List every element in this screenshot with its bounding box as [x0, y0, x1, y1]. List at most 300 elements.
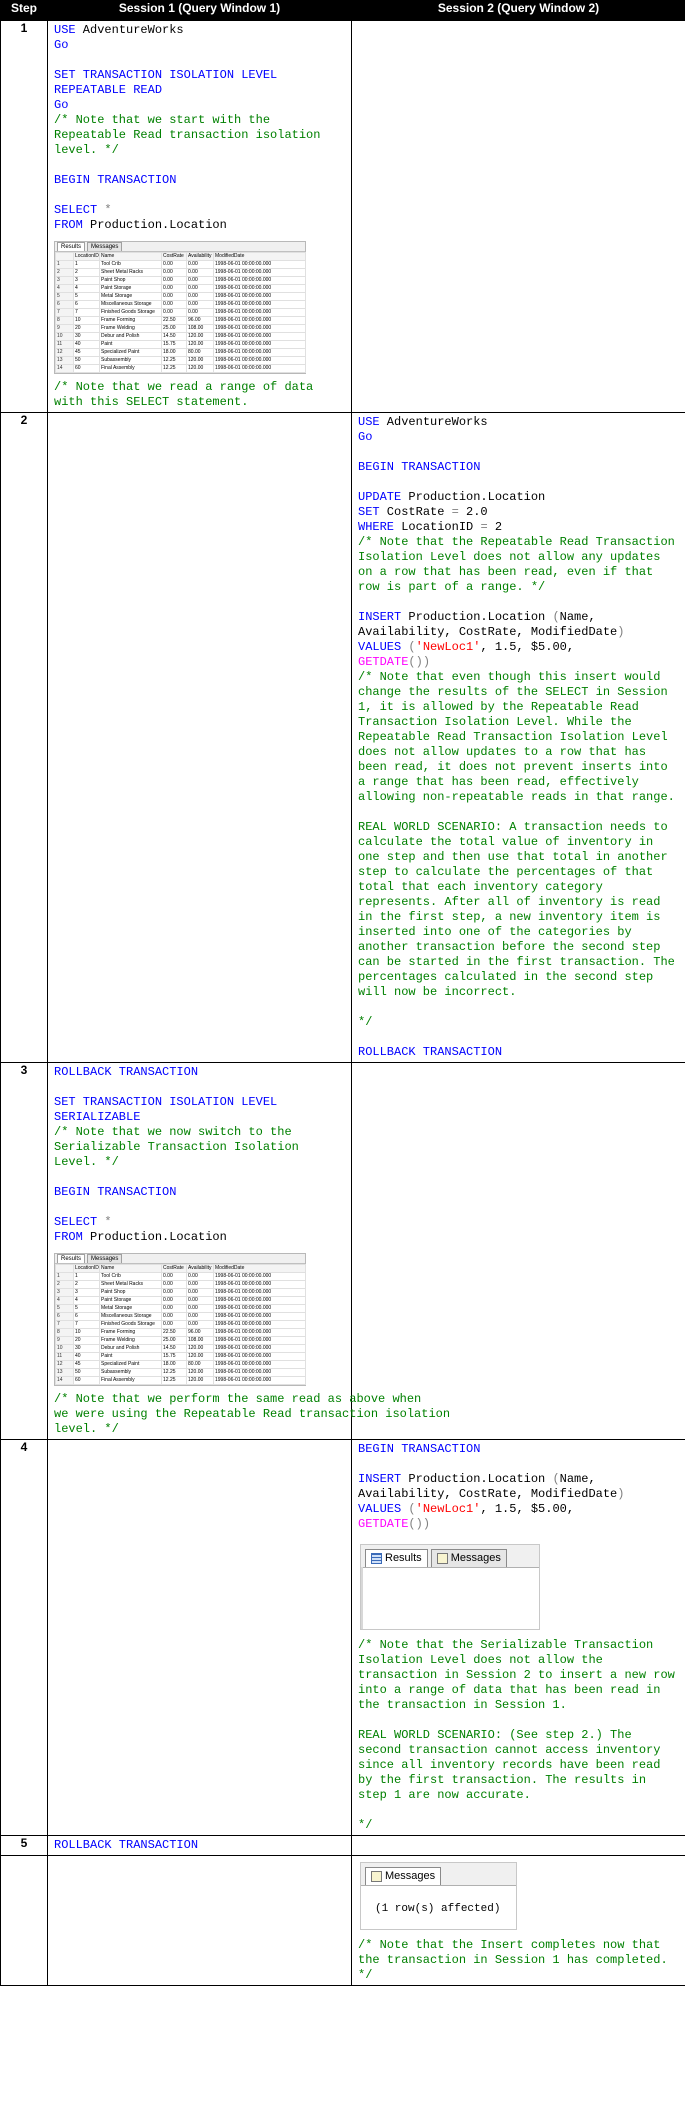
results-messages-panel [360, 1544, 540, 1630]
grid-cell: Debur and Polish [100, 1345, 162, 1353]
identifier: Production.Location [82, 218, 227, 232]
grid-cell: 108.00 [187, 1337, 214, 1345]
grid-cell: 120.00 [187, 357, 214, 365]
step-5-continued-row [1, 1856, 685, 1986]
grid-cell: Paint Shop [100, 1289, 162, 1297]
header-step: Step [1, 1, 48, 21]
grid-row-number: 2 [56, 269, 74, 277]
grid-cell: 0.00 [187, 277, 214, 285]
grid-cell: Debur and Polish [100, 333, 162, 341]
grid-cell: Paint Storage [100, 1297, 162, 1305]
grid-cell: 0.00 [187, 309, 214, 317]
grid-cell: 1998-06-01 00:00:00.000 [214, 1353, 306, 1361]
grid-cell: 4 [74, 1297, 100, 1305]
grid-cell: 80.00 [187, 1361, 214, 1369]
grid-cell: Paint Storage [100, 285, 162, 293]
grid-cell: 1 [74, 1273, 100, 1281]
grid-cell: 0.00 [187, 301, 214, 309]
messages-tab[interactable]: Messages [87, 1254, 122, 1263]
keyword: BEGIN TRANSACTION [358, 1442, 481, 1456]
grid-cell: 120.00 [187, 341, 214, 349]
grid-cell: 0.00 [162, 277, 187, 285]
grid-cell: Paint Shop [100, 277, 162, 285]
grid-cell: 30 [74, 1345, 100, 1353]
grid-cell: Tool Crib [100, 261, 162, 269]
header-session-1: Session 1 (Query Window 1) [48, 1, 352, 21]
literal: 2.0 [458, 505, 488, 519]
grid-cell: Specialized Paint [100, 1361, 162, 1369]
step-5-row [1, 1836, 685, 1856]
keyword: ROLLBACK TRANSACTION [54, 1065, 199, 1079]
comment: */ [358, 1818, 373, 1832]
results-thumb-wrap [48, 1253, 351, 1386]
grid-cell: 0.00 [162, 269, 187, 277]
grid-cell: 96.00 [187, 1329, 214, 1337]
grid-cell: 1998-06-01 00:00:00.000 [214, 1321, 306, 1329]
keyword: SET TRANSACTION ISOLATION LEVEL [54, 1095, 278, 1109]
grid-cell: 50 [74, 357, 100, 365]
code-block [352, 1936, 685, 1985]
grid-cell: 0.00 [162, 285, 187, 293]
grid-cell: 0.00 [162, 261, 187, 269]
panel-tab-bar [361, 1545, 539, 1568]
grid-cell: 60 [74, 365, 100, 373]
code-block [352, 413, 685, 1062]
grid-cell: 1998-06-01 00:00:00.000 [214, 333, 306, 341]
session-1-cell [48, 1856, 352, 1986]
grid-cell: 0.00 [187, 1281, 214, 1289]
grid-row-number: 4 [56, 1297, 74, 1305]
grid-row-number: 2 [56, 1281, 74, 1289]
identifier: Production.Location [401, 490, 546, 504]
paren: ) [617, 1487, 625, 1501]
grid-column-header: Availability [188, 253, 212, 259]
grid-row-number: 13 [56, 1369, 74, 1377]
grid-column-header: CostRate [162, 1265, 187, 1273]
grid-cell: 12.25 [162, 1369, 187, 1377]
grid-cell: 1 [74, 261, 100, 269]
keyword: BEGIN TRANSACTION [54, 1185, 177, 1199]
grid-header-row [56, 1265, 306, 1273]
grid-cell: 0.00 [187, 1273, 214, 1281]
comment: we were using the Repeatable Read transaction isolation [54, 1407, 451, 1421]
grid-cell: 0.00 [187, 293, 214, 301]
results-thumb-wrap [48, 241, 351, 374]
comment: /* Note that the Repeatable Read Transaction Isolation Level does not allow any updates on a row that has been read, even if that row is part of a range. */ [358, 535, 683, 594]
grid-cell: 1998-06-01 00:00:00.000 [214, 349, 306, 357]
grid-cell: 22.50 [162, 317, 187, 325]
grid-row-number: 5 [56, 1305, 74, 1313]
keyword: BEGIN TRANSACTION [358, 460, 481, 474]
keyword: UPDATE [358, 490, 402, 504]
grid-row [56, 1329, 306, 1337]
paren: ( [408, 640, 416, 654]
keyword: VALUES [358, 640, 402, 654]
function: GETDATE [358, 1517, 409, 1531]
grid-cell: 12.25 [162, 365, 187, 373]
grid-cell: 15.75 [162, 341, 187, 349]
results-grid [55, 252, 306, 373]
step-cell-empty [1, 1856, 48, 1986]
grid-column-header: LocationID [75, 1265, 99, 1271]
grid-column-header: Availability [188, 1265, 212, 1271]
grid-row-number: 7 [56, 1321, 74, 1329]
paren: ( [408, 1502, 416, 1516]
code-block [48, 21, 351, 235]
grid-cell: 1998-06-01 00:00:00.000 [214, 1361, 306, 1369]
grid-cell: 14.50 [162, 1345, 187, 1353]
grid-cell: 15.75 [162, 1353, 187, 1361]
grid-cell: Final Assembly [100, 1377, 162, 1385]
grid-cell: Paint [100, 341, 162, 349]
comment: /* Note that we perform the same read as above when [54, 1392, 422, 1406]
grid-cell: 2 [74, 269, 100, 277]
grid-row-number: 11 [56, 341, 74, 349]
identifier: Production.Location [401, 1472, 553, 1486]
session-1-cell [48, 413, 352, 1063]
grid-cell: 0.00 [162, 1305, 187, 1313]
grid-corner [56, 1265, 74, 1273]
grid-cell: 0.00 [162, 1273, 187, 1281]
grid-row-number: 6 [56, 301, 74, 309]
grid-cell: 1998-06-01 00:00:00.000 [214, 1273, 306, 1281]
comment: REAL WORLD SCENARIO: (See step 2.) The second transaction cannot access inventory since all inventory records have been read by the first transaction. The results in step 1 are now accurate. [358, 1728, 668, 1802]
grid-cell: 5 [74, 1305, 100, 1313]
grid-cell: 25.00 [162, 325, 187, 333]
code-block [48, 1836, 351, 1855]
step-number: 2 [1, 413, 48, 1063]
grid-cell: 6 [74, 301, 100, 309]
grid-row-number: 7 [56, 309, 74, 317]
session-1-cell [48, 1440, 352, 1836]
grid-cell: 1998-06-01 00:00:00.000 [214, 357, 306, 365]
operator: = [480, 520, 488, 534]
keyword: Go [54, 38, 69, 52]
grid-cell: 0.00 [162, 293, 187, 301]
paren: ()) [408, 655, 431, 669]
grid-cell: 120.00 [187, 1377, 214, 1385]
results-tab[interactable]: Results [57, 242, 85, 251]
grid-row-number: 10 [56, 1345, 74, 1353]
code-block [352, 1636, 685, 1835]
literal: 2 [487, 520, 503, 534]
grid-row [56, 365, 306, 373]
grid-cell: 1998-06-01 00:00:00.000 [214, 1297, 306, 1305]
identifier: Production.Location [82, 1230, 227, 1244]
grid-cell: Finished Goods Storage [100, 309, 162, 317]
grid-row-number: 12 [56, 1361, 74, 1369]
session-2-cell [352, 1856, 685, 1986]
keyword: SELECT [54, 203, 98, 217]
grid-cell: 14.50 [162, 333, 187, 341]
session-1-cell [48, 1063, 451, 1440]
grid-row [56, 333, 306, 341]
grid-cell: Specialized Paint [100, 349, 162, 357]
grid-cell: Final Assembly [100, 365, 162, 373]
grid-cell: 0.00 [187, 1305, 214, 1313]
grid-cell: Tool Crib [100, 1273, 162, 1281]
results-tab[interactable] [365, 1549, 428, 1567]
comment: */ [358, 1015, 373, 1029]
grid-row [56, 317, 306, 325]
grid-cell: 0.00 [187, 1289, 214, 1297]
grid-row [56, 301, 306, 309]
grid-cell: 108.00 [187, 325, 214, 333]
grid-cell: 1998-06-01 00:00:00.000 [214, 309, 306, 317]
comment: /* Note that we start with the Repeatable Read transaction isolation level. */ [54, 113, 328, 157]
comment: /* Note that the Serializable Transaction Isolation Level does not allow the transaction in Session 2 to insert a new row into a range of data that has been read in the transaction in Session 1. [358, 1638, 683, 1712]
grid-row-number: 8 [56, 317, 74, 325]
grid-row-number: 11 [56, 1353, 74, 1361]
grid-cell: 80.00 [187, 349, 214, 357]
grid-row [56, 1313, 306, 1321]
grid-cell: 120.00 [187, 333, 214, 341]
session-2-cell [352, 1836, 685, 1856]
session-1-cell [48, 21, 352, 413]
grid-cell: 1998-06-01 00:00:00.000 [214, 1313, 306, 1321]
grid-row [56, 1297, 306, 1305]
grid-row [56, 325, 306, 333]
paren: ()) [408, 1517, 431, 1531]
header-row [1, 1, 685, 21]
step-3-row [1, 1063, 685, 1440]
step-number: 1 [1, 21, 48, 413]
results-grid-thumbnail [54, 1253, 306, 1386]
operator: * [97, 1215, 112, 1229]
identifier: LocationID [394, 520, 481, 534]
identifier: Name, Availability, CostRate, ModifiedDate [358, 610, 618, 639]
grid-row-number: 14 [56, 365, 74, 373]
grid-row [56, 1369, 306, 1377]
grid-cell: 96.00 [187, 317, 214, 325]
grid-cell: 1998-06-01 00:00:00.000 [214, 269, 306, 277]
step-4-row [1, 1440, 685, 1836]
grid-cell: Subassembly [100, 357, 162, 365]
grid-row [56, 341, 306, 349]
grid-cell: Frame Forming [100, 1329, 162, 1337]
keyword: BEGIN TRANSACTION [54, 173, 177, 187]
grid-cell: 120.00 [187, 1369, 214, 1377]
keyword: VALUES [358, 1502, 402, 1516]
grid-cell: 1998-06-01 00:00:00.000 [214, 261, 306, 269]
identifier: CostRate [379, 505, 452, 519]
keyword: Go [358, 430, 373, 444]
keyword: ROLLBACK TRANSACTION [358, 1045, 503, 1059]
grid-cell: 6 [74, 1313, 100, 1321]
session-2-cell [352, 413, 685, 1063]
grid-cell: 1998-06-01 00:00:00.000 [214, 325, 306, 333]
results-grid-thumbnail [54, 241, 306, 374]
grid-cell: 0.00 [162, 301, 187, 309]
grid-column-header: ModifiedDate [214, 253, 306, 261]
keyword: Go [54, 98, 69, 112]
grid-tab-bar [55, 1254, 305, 1264]
grid-row-number: 5 [56, 293, 74, 301]
keyword: FROM [54, 1230, 83, 1244]
grid-row [56, 349, 306, 357]
grid-cell: 40 [74, 1353, 100, 1361]
messages-tab[interactable] [431, 1549, 507, 1567]
step-1-row [1, 21, 685, 413]
grid-row [56, 1273, 306, 1281]
grid-cell: 5 [74, 293, 100, 301]
message-icon [371, 1871, 382, 1882]
grid-icon [371, 1553, 382, 1564]
grid-cell: 1998-06-01 00:00:00.000 [214, 1289, 306, 1297]
grid-cell: 0.00 [162, 1297, 187, 1305]
grid-row [56, 1321, 306, 1329]
literal: , 1.5, $5.00, [480, 1502, 575, 1516]
grid-cell: 12.25 [162, 357, 187, 365]
grid-column-header: LocationID [75, 253, 99, 259]
results-tab[interactable]: Results [57, 1254, 85, 1263]
header-session-2: Session 2 (Query Window 2) [352, 1, 685, 21]
messages-tab[interactable]: Messages [87, 242, 122, 251]
grid-cell: 12.25 [162, 1377, 187, 1385]
grid-cell: Sheet Metal Racks [100, 269, 162, 277]
step-number: 3 [1, 1063, 48, 1440]
grid-cell: 120.00 [187, 1345, 214, 1353]
message-icon [437, 1553, 448, 1564]
grid-row [56, 1345, 306, 1353]
grid-cell: 4 [74, 285, 100, 293]
grid-row [56, 261, 306, 269]
comment: /* Note that we now switch to the Serializable Transaction Isolation Level. */ [54, 1125, 307, 1169]
code-block [48, 1063, 351, 1247]
grid-cell: Sheet Metal Racks [100, 1281, 162, 1289]
paren: ( [552, 1472, 560, 1486]
grid-cell: 1998-06-01 00:00:00.000 [214, 317, 306, 325]
grid-cell: 50 [74, 1369, 100, 1377]
grid-cell: 1998-06-01 00:00:00.000 [214, 1345, 306, 1353]
grid-column-header: CostRate [162, 253, 187, 261]
grid-row-number: 9 [56, 1337, 74, 1345]
grid-row [56, 293, 306, 301]
grid-cell: 3 [74, 1289, 100, 1297]
grid-row [56, 1305, 306, 1313]
keyword: USE [54, 23, 76, 37]
grid-cell: 1998-06-01 00:00:00.000 [214, 341, 306, 349]
grid-cell: 0.00 [162, 1313, 187, 1321]
keyword: USE [358, 415, 380, 429]
string-literal: 'NewLoc1' [415, 1502, 481, 1516]
grid-cell: 0.00 [162, 1289, 187, 1297]
grid-row-number: 1 [56, 1273, 74, 1281]
paren: ) [617, 625, 625, 639]
grid-cell: 1998-06-01 00:00:00.000 [214, 277, 306, 285]
panel-tab-bar [361, 1863, 516, 1886]
keyword: FROM [54, 218, 83, 232]
grid-row [56, 1377, 306, 1385]
function: GETDATE [358, 655, 409, 669]
step-number: 5 [1, 1836, 48, 1856]
grid-column-header: Name [100, 253, 162, 261]
grid-cell: 20 [74, 1337, 100, 1345]
panel-divider [361, 1567, 363, 1629]
messages-tab[interactable] [365, 1867, 441, 1885]
grid-cell: 1998-06-01 00:00:00.000 [214, 1377, 306, 1385]
grid-row [56, 1289, 306, 1297]
step-2-row [1, 413, 685, 1063]
grid-cell: 7 [74, 309, 100, 317]
grid-cell: 18.00 [162, 349, 187, 357]
keyword: SELECT [54, 1215, 98, 1229]
grid-tab-bar [55, 242, 305, 252]
grid-cell: 0.00 [187, 1313, 214, 1321]
grid-cell: Metal Storage [100, 1305, 162, 1313]
literal: , 1.5, $5.00, [480, 640, 575, 654]
grid-row [56, 1281, 306, 1289]
grid-cell: Miscellaneous Storage [100, 1313, 162, 1321]
comment: REAL WORLD SCENARIO: A transaction needs to calculate the total value of inventory in one step and then use that total in another step to calculate the percentages of that total that each inventory category represents. After all of inventory is read in the first step, a new inventory item is inserted into one of the categories by another transaction before the second step can be started in the first transaction. The percentages calculated in the second step will now be incorrect. [358, 820, 683, 999]
grid-row-number: 9 [56, 325, 74, 333]
grid-row [56, 1353, 306, 1361]
grid-cell: 20 [74, 325, 100, 333]
tab-label: Results [385, 1552, 422, 1564]
identifier: AdventureWorks [75, 23, 184, 37]
session-2-cell [352, 1063, 685, 1440]
grid-cell: 22.50 [162, 1329, 187, 1337]
keyword: SERIALIZABLE [54, 1110, 141, 1124]
comment: /* Note that even though this insert would change the results of the SELECT in Session 1, it is allowed by the Repeatable Read Transaction Isolation Level. While the Repeatable Read Transaction Isolation Level does not allow updates to a row that has been read, it does not prevent inserts into a range that has been read, effectively allowing non-repeatable reads in that range. [358, 670, 675, 804]
code-block [48, 380, 351, 412]
keyword: SET [358, 505, 380, 519]
grid-cell: 1998-06-01 00:00:00.000 [214, 1369, 306, 1377]
grid-column-header: ModifiedDate [214, 1265, 306, 1273]
string-literal: 'NewLoc1' [415, 640, 481, 654]
operator: * [97, 203, 112, 217]
grid-cell: 18.00 [162, 1361, 187, 1369]
grid-row [56, 309, 306, 317]
grid-cell: 25.00 [162, 1337, 187, 1345]
keyword: INSERT [358, 610, 402, 624]
grid-cell: 10 [74, 317, 100, 325]
operator: = [451, 505, 459, 519]
comment: /* Note that we read a range of data with this SELECT statement. [54, 380, 321, 409]
grid-cell: Finished Goods Storage [100, 1321, 162, 1329]
grid-cell: 1998-06-01 00:00:00.000 [214, 301, 306, 309]
grid-cell: 0.00 [187, 1297, 214, 1305]
grid-cell: 45 [74, 349, 100, 357]
grid-row-number: 6 [56, 1313, 74, 1321]
grid-row [56, 1361, 306, 1369]
grid-row-number: 10 [56, 333, 74, 341]
grid-cell: 3 [74, 277, 100, 285]
rows-affected-text: (1 row(s) affected) [375, 1903, 501, 1915]
grid-row [56, 1337, 306, 1345]
grid-cell: 120.00 [187, 1353, 214, 1361]
tab-label: Messages [385, 1870, 436, 1882]
grid-row [56, 285, 306, 293]
grid-cell: 45 [74, 1361, 100, 1369]
grid-row-number: 14 [56, 1377, 74, 1385]
grid-row-number: 4 [56, 285, 74, 293]
grid-cell: Frame Welding [100, 325, 162, 333]
session-2-cell [352, 21, 685, 413]
comment: level. */ [54, 1422, 119, 1436]
keyword: INSERT [358, 1472, 402, 1486]
grid-row-number: 13 [56, 357, 74, 365]
grid-cell: 2 [74, 1281, 100, 1289]
grid-header-row [56, 253, 306, 261]
grid-cell: Metal Storage [100, 293, 162, 301]
grid-cell: 0.00 [187, 269, 214, 277]
session-2-cell [352, 1440, 685, 1836]
tab-label: Messages [450, 1552, 501, 1564]
code-block [352, 1440, 685, 1534]
grid-column-header: Name [100, 1265, 162, 1273]
comment: /* Note that the Insert completes now that the transaction in Session 1 has completed. */ [358, 1938, 675, 1982]
